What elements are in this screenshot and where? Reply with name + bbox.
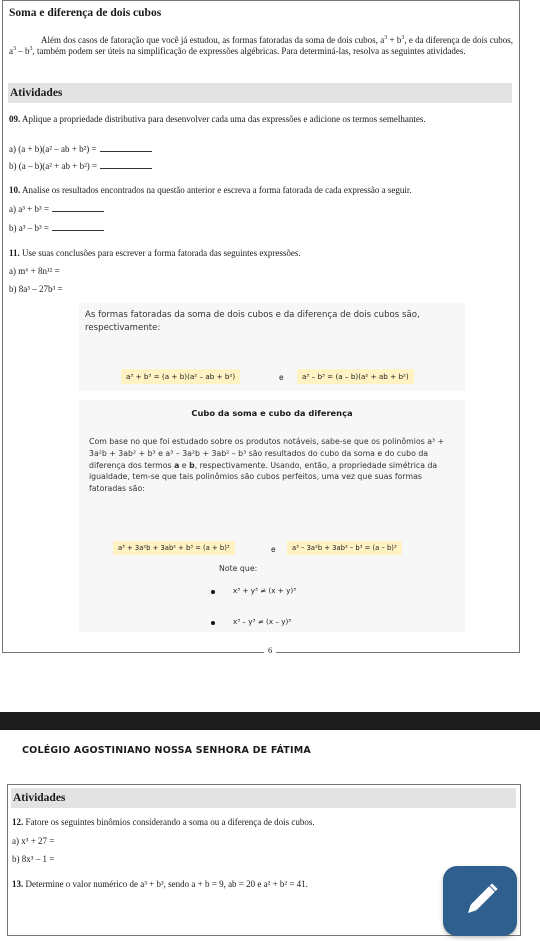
- answer-blank[interactable]: [100, 144, 152, 152]
- question-number: 11.: [9, 248, 20, 258]
- intro-expr: a: [380, 35, 385, 45]
- page-title: Soma e diferença de dois cubos: [9, 7, 162, 19]
- intro-expr: a: [9, 45, 13, 56]
- school-name: COLÉGIO AGOSTINIANO NOSSA SENHORA DE FÁTIMA: [22, 745, 311, 756]
- info-box-factored-forms: [79, 303, 465, 391]
- page-number: 6: [264, 645, 276, 655]
- q12-item-a[interactable]: a) x³ + 27 =: [12, 836, 55, 846]
- item-text: a) a³ + b³ =: [9, 204, 50, 214]
- term-a: a: [174, 460, 180, 470]
- q10-item-b[interactable]: [9, 223, 104, 233]
- q12-item-b[interactable]: b) 8x³ – 1 =: [12, 854, 55, 864]
- atividades-heading: Atividades: [8, 83, 512, 103]
- question-number: 10.: [9, 185, 21, 195]
- worksheet-page-1: [2, 0, 520, 653]
- intro-part1: Além dos casos de fatoração que você já estudou, as formas fatoradas da soma de dois cubos,: [41, 35, 381, 45]
- box-text: , respectivamente. Usando, então, a propriedade simétrica da igualdade, tem-se que tais polinômios são cubos perfeitos, uma vez que suas formas fatoradas são:: [89, 460, 438, 494]
- q11-item-b[interactable]: b) 8a³ – 27b³ =: [9, 284, 63, 294]
- intro-exp: 3: [384, 35, 388, 41]
- bullet-icon: [211, 590, 215, 594]
- question-text: Use suas conclusões para escrever a forma fatorada das seguintes expressões.: [22, 248, 301, 258]
- info-box-text: As formas fatoradas da soma de dois cubos e da diferença de dois cubos são, respectivamente:: [85, 310, 420, 333]
- formula-cube-of-sum: a³ + 3a²b + 3ab² + b³ = (a + b)³: [113, 541, 235, 555]
- edit-fab-button[interactable]: [443, 866, 517, 936]
- question-number: 13.: [12, 879, 24, 889]
- question-text: Determine o valor numérico de a³ + b³, sendo a + b = 9, ab = 20 e a² + b² = 41.: [25, 879, 308, 889]
- question-10: [9, 185, 515, 196]
- question-11: [9, 248, 515, 259]
- question-12: [12, 817, 512, 828]
- q09-item-a[interactable]: [9, 144, 152, 154]
- note-item-2: x³ – y³ ≠ (x – y)³: [233, 617, 292, 626]
- info-box-cube-of-sum: [79, 400, 465, 632]
- answer-blank[interactable]: [52, 223, 104, 231]
- pencil-icon: [443, 866, 517, 936]
- formula-cube-of-difference: a³ – 3a²b + 3ab² – b³ = (a – b)³: [287, 541, 402, 555]
- box-text: Com base no que foi estudado sobre os produtos notáveis, sabe-se que os polinômios a³ + 3a²b + 3ab² + b³ e a³ – 3a²b + 3ab² – b³ são resultados do cubo da soma e do cubo da diferença dos termos: [89, 437, 445, 470]
- question-09: [9, 114, 515, 125]
- term-b: b: [189, 460, 195, 470]
- question-number: 12.: [12, 817, 24, 827]
- question-number: 09.: [9, 114, 21, 124]
- intro-paragraph: [9, 35, 513, 56]
- question-13: [12, 879, 452, 890]
- formula-sum-of-cubes: a³ + b³ = (a + b)(a² – ab + b²): [121, 369, 240, 384]
- atividades-heading: Atividades: [11, 788, 516, 808]
- q10-item-a[interactable]: [9, 204, 104, 214]
- question-text: Aplique a propriedade distributiva para desenvolver cada uma das expressões e adicione os termos semelhantes.: [22, 114, 426, 124]
- q09-item-b[interactable]: [9, 161, 152, 171]
- box-heading: Cubo da soma e cubo da diferença: [191, 408, 353, 418]
- box-text: e: [179, 460, 190, 470]
- answer-blank[interactable]: [100, 161, 152, 169]
- box-paragraph: [89, 436, 457, 495]
- intro-part2: , e da diferença de dois cubos,: [404, 35, 513, 45]
- intro-exp: 3: [13, 45, 16, 52]
- item-text: b) a³ – b³ =: [9, 223, 49, 233]
- note-item-1: x³ + y³ ≠ (x + y)³: [233, 586, 297, 595]
- item-text: a) (a + b)(a² – ab + b²) =: [9, 144, 97, 154]
- intro-expr: – b: [16, 45, 30, 56]
- page-divider: [0, 712, 540, 730]
- question-text: Fatore os seguintes binômios considerando a soma ou a diferença de dois cubos.: [25, 817, 315, 827]
- bullet-icon: [211, 621, 215, 625]
- conjunction: e: [271, 545, 276, 554]
- intro-exp: 3: [401, 35, 405, 41]
- item-text: b) (a – b)(a² + ab + b²) =: [9, 161, 98, 171]
- intro-expr: + b: [387, 35, 402, 45]
- intro-exp: 3: [29, 45, 33, 52]
- conjunction: e: [279, 373, 284, 382]
- q11-item-a[interactable]: a) m⁶ + 8n¹² =: [9, 266, 60, 276]
- question-text: Analise os resultados encontrados na questão anterior e escreva a forma fatorada de cada expressão a seguir.: [22, 185, 412, 195]
- formula-difference-of-cubes: a³ – b³ = (a – b)(a² + ab + b²): [297, 369, 414, 384]
- note-label: Note que:: [219, 564, 258, 573]
- intro-part3: , também podem ser úteis na simplificação de expressões algébricas. Para determiná-las, resolva as seguintes atividades.: [32, 45, 466, 56]
- answer-blank[interactable]: [52, 204, 104, 212]
